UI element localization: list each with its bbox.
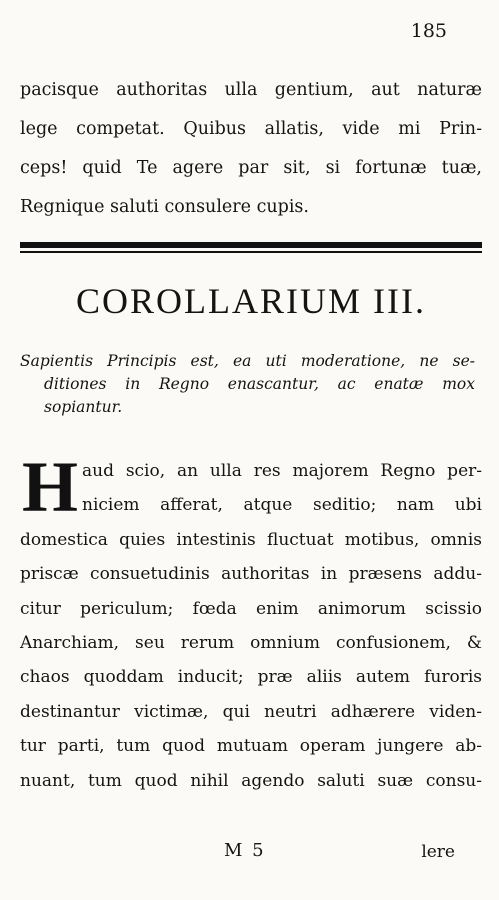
text-line: priscæ consuetudinis authoritas in præsens addu- bbox=[20, 564, 482, 585]
summary-line: sopiantur. bbox=[44, 398, 123, 416]
catchword: lere bbox=[421, 842, 455, 862]
text-line: ceps! quid Te agere par sit, si fortunæ tuæ, bbox=[20, 158, 482, 178]
body-paragraph bbox=[20, 447, 482, 798]
text-line: chaos quoddam inducit; præ aliis autem furoris bbox=[20, 667, 482, 688]
text-line: Regnique saluti consulere cupis. bbox=[20, 197, 309, 217]
text-line: nuant, tum quod nihil agendo saluti suæ consu- bbox=[20, 770, 482, 791]
summary-line: Sapientis Principis est, ea uti moderatione, ne se- bbox=[20, 352, 475, 370]
summary-line: ditiones in Regno enascantur, ac enatæ mox bbox=[44, 375, 475, 393]
text-line: tur parti, tum quod mutuam operam jungere ab- bbox=[20, 736, 482, 757]
drop-capital: H bbox=[22, 447, 79, 527]
text-line: lege competat. Quibus allatis, vide mi Prin- bbox=[20, 119, 482, 139]
page-number: 185 bbox=[410, 20, 447, 42]
text-line: Anarchiam, seu rerum omnium confusionem, & bbox=[20, 633, 482, 654]
section-rule-thick bbox=[20, 242, 482, 248]
text-line: pacisque authoritas ulla gentium, aut naturæ bbox=[20, 80, 482, 100]
section-rule-thin bbox=[20, 251, 482, 253]
intro-paragraph bbox=[20, 71, 482, 227]
text-line: citur periculum; fœda enim animorum scissio bbox=[20, 598, 482, 619]
text-line: aud scio, an ulla res majorem Regno per- bbox=[82, 461, 482, 481]
signature-mark: M 5 bbox=[224, 840, 266, 861]
section-heading: COROLLARIUM III. bbox=[76, 281, 426, 321]
text-line: niciem afferat, atque seditio; nam ubi bbox=[82, 495, 482, 516]
text-line: domestica quies intestinis fluctuat motibus, omnis bbox=[20, 529, 482, 550]
section-summary bbox=[20, 350, 475, 419]
text-line: destinantur victimæ, qui neutri adhærere viden- bbox=[20, 701, 482, 722]
